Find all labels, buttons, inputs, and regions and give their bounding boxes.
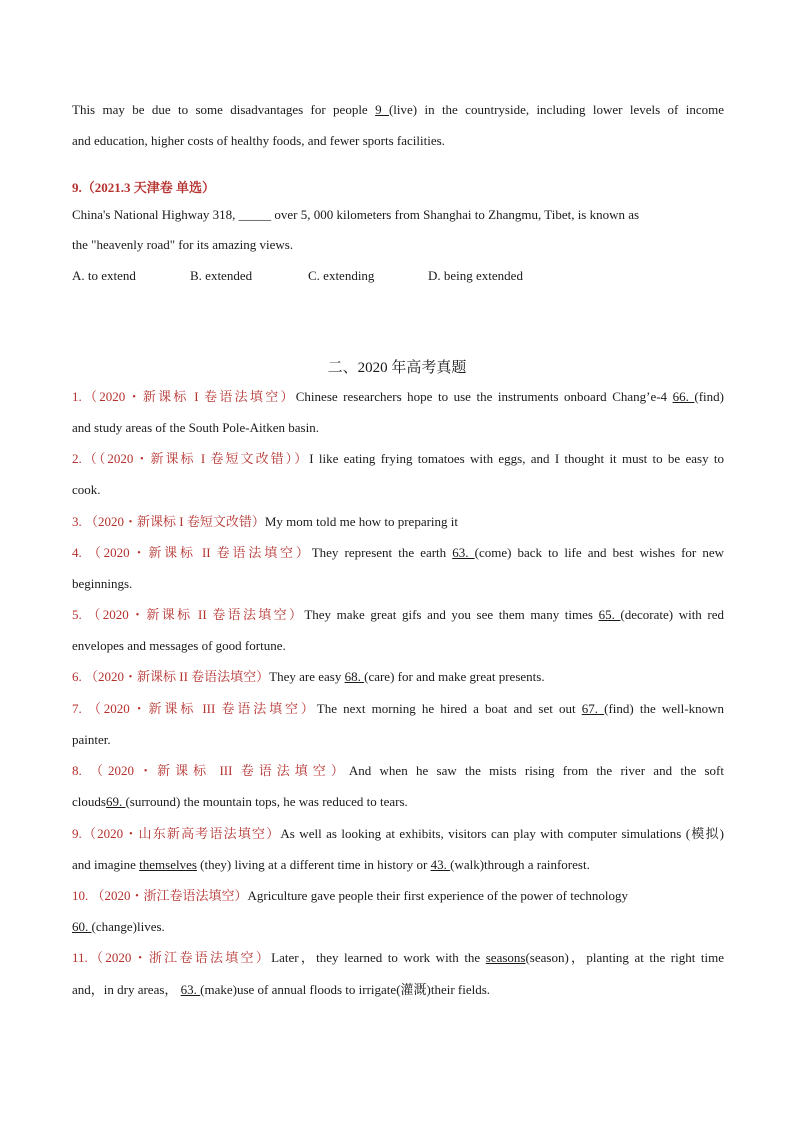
item-11-line-1: 11.（2020・浙江卷语法填空）Later，they learned to work with the seasons(season)，planting at the right time [72, 950, 724, 965]
prev-text-line-1: This may be due to some disadvantages for people 9 (live) in the countryside, including lower levels of income [72, 102, 725, 117]
section-title: 二、2020 年高考真题 [327, 360, 467, 376]
item-4-line-2: beginnings. [72, 576, 133, 591]
item-11-line-2: and，in dry areas， 63. (make)use of annual floods to irrigate(灌溉)their fields. [72, 982, 491, 997]
item-8-line-1: 8. （2020・新课标 III 卷语法填空）And when he saw the mists rising from the river and the soft [72, 763, 724, 778]
q9-line-2: the "heavenly road" for its amazing views. [72, 237, 294, 252]
item-3-line-1: 3. （2020・新课标 I 卷短文改错）My mom told me how to preparing it [72, 514, 459, 529]
item-2-line-2: cook. [72, 482, 101, 497]
q9-line-1: China's National Highway 318, _____ over 5, 000 kilometers from Shanghai to Zhangmu, Tibet, is known as [72, 207, 640, 222]
item-9-line-2: and imagine themselves (they) living at a different time in history or 43. (walk)through a rainforest. [72, 857, 590, 872]
item-4-line-1: 4. （2020・新课标 II 卷语法填空）They represent the earth 63. (come) back to life and best wishes for new [72, 545, 724, 560]
item-5-line-2: envelopes and messages of good fortune. [72, 638, 286, 653]
q9-option-a: A. to extend [72, 268, 136, 283]
item-6-line-1: 6. （2020・新课标 II 卷语法填空）They are easy 68. (care) for and make great presents. [72, 669, 545, 684]
item-10-line-1: 10. （2020・浙江卷语法填空）Agriculture gave people their first experience of the power of technology [72, 888, 628, 903]
item-9-line-1: 9.（2020・山东新高考语法填空）As well as looking at exhibits, visitors can play with computer simulations (模拟) [72, 826, 724, 841]
q9-option-d: D. being extended [428, 268, 523, 283]
q9-label: 9.（2021.3 天津卷 单选） [72, 180, 216, 195]
item-5-line-1: 5. （2020・新课标 II 卷语法填空）They make great gifs and you see them many times 65. (decorate) with red [72, 607, 725, 622]
item-8-line-2: clouds69. (surround) the mountain tops, he was reduced to tears. [72, 794, 408, 809]
prev-text-line-2: and education, higher costs of healthy foods, and fewer sports facilities. [72, 133, 445, 148]
item-2-line-1: 2.（（2020・新课标 I 卷短文改错））I like eating frying tomatoes with eggs, and I thought it must to be easy to [72, 451, 724, 466]
q9-option-c: C. extending [308, 268, 375, 283]
q9-option-b: B. extended [190, 268, 253, 283]
item-10-line-2: 60. (change)lives. [72, 919, 165, 934]
item-7-line-1: 7. （2020・新课标 III 卷语法填空）The next morning he hired a boat and set out 67. (find) the well-known [72, 701, 724, 716]
item-1-line-1: 1.（2020・新课标 I 卷语法填空）Chinese researchers hope to use the instruments onboard Chang’e-4 66. (find) [72, 389, 724, 404]
item-7-line-2: painter. [72, 732, 111, 747]
item-1-line-2: and study areas of the South Pole-Aitken basin. [72, 420, 319, 435]
